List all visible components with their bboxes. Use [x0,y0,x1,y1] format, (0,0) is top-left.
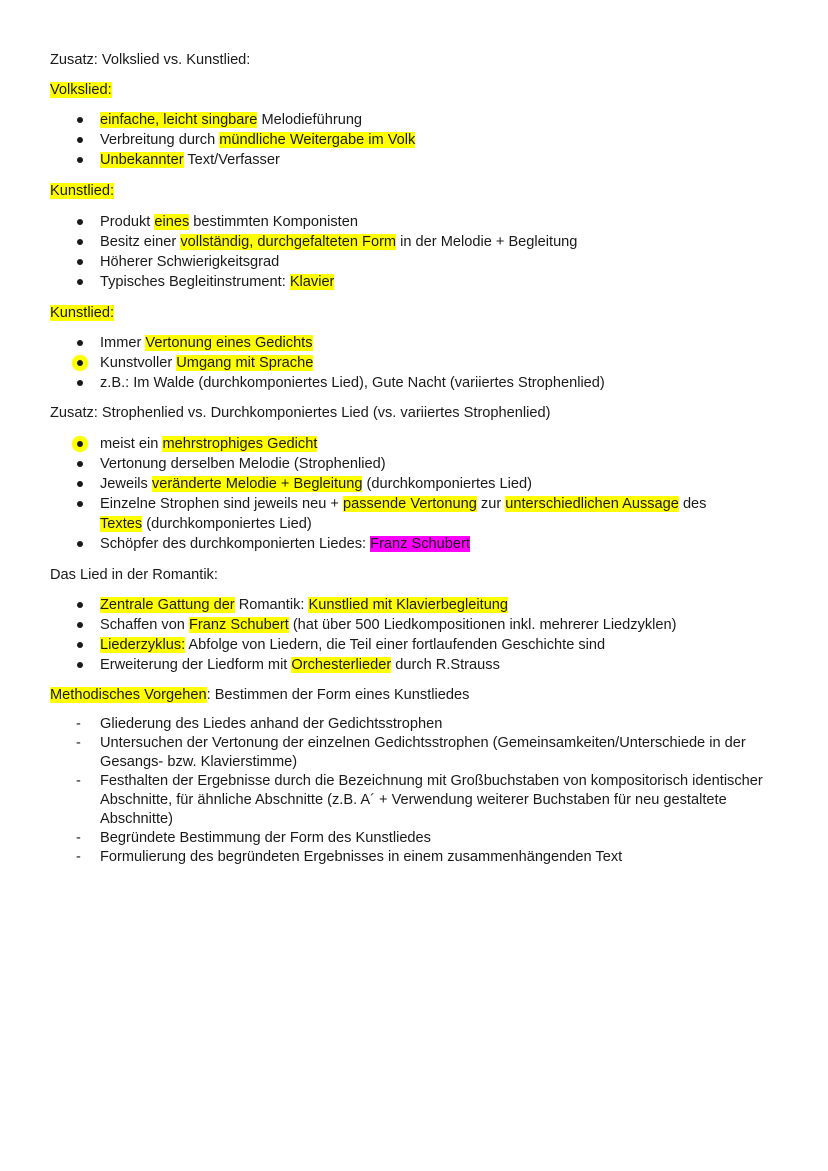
list-item: Immer Vertonung eines Gedichts [50,333,790,353]
list-item: Kunstvoller Umgang mit Sprache [50,353,790,373]
list-item: Vertonung derselben Melodie (Strophenlied) [50,454,790,474]
heading-kunstlied-2 [50,303,790,323]
list-item: meist ein mehrstrophiges Gedicht [50,434,790,454]
title-methodisches-vorgehen: Methodisches Vorgehen: Bestimmen der Form eines Kunstliedes [50,687,470,703]
title-volkslied-vs-kunstlied: Zusatz: Volkslied vs. Kunstlied: [50,52,251,68]
heading-kunstlied-1-text: Kunstlied: [50,183,115,199]
heading-kunstlied-2-text: Kunstlied: [50,305,115,321]
list-item: - Formulierung des begründeten Ergebnisses in einem zusammenhängenden Text [50,848,780,867]
list-item: Besitz einer vollständig, durchgefalteten Form in der Melodie + Begleitung [50,232,790,252]
list-item: Schaffen von Franz Schubert (hat über 500 Liedkompositionen inkl. mehrerer Liedzyklen) [50,615,790,635]
vorgehen-list [50,715,780,867]
title-strophenlied-vs-durchkomponiert: Zusatz: Strophenlied vs. Durchkomponiertes Lied (vs. variiertes Strophenlied) [50,405,551,421]
list-item: einfache, leicht singbare Melodieführung [50,110,790,130]
kunstlied-list-1 [50,212,790,292]
list-item: - Gliederung des Liedes anhand der Gedichtsstrophen [50,715,780,734]
list-item: z.B.: Im Walde (durchkomponiertes Lied), Gute Nacht (variiertes Strophenlied) [50,373,790,393]
list-item: Typisches Begleitinstrument: Klavier [50,272,790,292]
heading-volkslied-text: Volkslied: [50,82,112,98]
list-item: Einzelne Strophen sind jeweils neu + passende Vertonung zur unterschiedlichen Aussage des Textes (durchkomponiertes Lied) [50,494,790,534]
heading-volkslied [50,80,790,100]
list-item: Jeweils veränderte Melodie + Begleitung (durchkomponiertes Lied) [50,474,790,494]
list-item: Zentrale Gattung der Romantik: Kunstlied mit Klavierbegleitung [50,595,790,615]
title-lied-romantik: Das Lied in der Romantik: [50,567,218,583]
strophenlied-list [50,434,790,554]
list-item: - Begründete Bestimmung der Form des Kunstliedes [50,829,780,848]
list-item: Produkt eines bestimmten Komponisten [50,212,790,232]
list-item: Erweiterung der Liedform mit Orchesterlieder durch R.Strauss [50,655,790,675]
list-item: Liederzyklus: Abfolge von Liedern, die Teil einer fortlaufenden Geschichte sind [50,635,790,655]
romantik-list [50,595,790,675]
heading-kunstlied-1 [50,181,790,201]
list-item: - Untersuchen der Vertonung der einzelnen Gedichtsstrophen (Gemeinsamkeiten/Unterschiede in der Gesangs- bzw. Klavierstimme) [50,734,780,772]
volkslied-list [50,110,790,170]
list-item: - Festhalten der Ergebnisse durch die Bezeichnung mit Großbuchstaben von kompositorisch identischer Abschnitte, für ähnliche Abschnitte (z.B. A´ + Verwendung weiterer Buchstaben für neu gestaltete Abschnitte) [50,772,780,829]
list-item: Schöpfer des durchkomponierten Liedes: Franz Schubert [50,534,790,554]
kunstlied-list-2 [50,333,790,393]
schubert-highlight: Franz Schubert [370,536,470,552]
list-item: Verbreitung durch mündliche Weitergabe im Volk [50,130,790,150]
list-item: Unbekannter Text/Verfasser [50,150,790,170]
list-item: Höherer Schwierigkeitsgrad [50,252,790,272]
